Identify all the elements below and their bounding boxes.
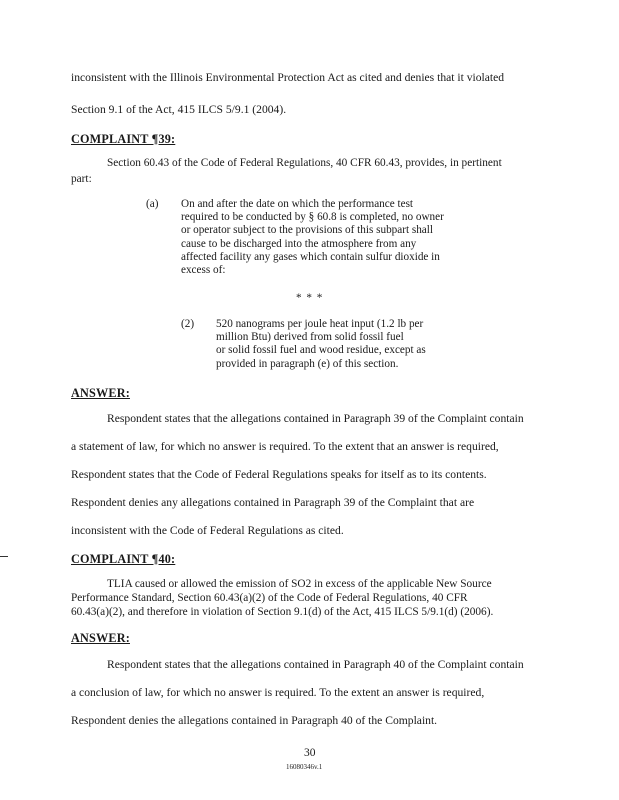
ellipsis: * * * [296,292,324,304]
answer-39-heading: ANSWER: [71,386,130,400]
page-number: 30 [304,747,316,759]
complaint-40-line: 60.43(a)(2), and therefore in violation of Section 9.1(d) of the Act, 415 ILCS 5/9.1(d) (2006). [71,606,494,618]
quote-line: On and after the date on which the performance test [181,198,414,210]
quote-line: provided in paragraph (e) of this section. [216,357,399,370]
answer-40-line: a conclusion of law, for which no answer is required. To the extent an answer is required, [71,686,485,699]
complaint-39-intro-cont: part: [71,173,92,185]
answer-39-line: a statement of law, for which no answer is required. To the extent that an answer is required, [71,440,499,453]
quote-line: 520 nanograms per joule heat input (1.2 lb per [216,318,424,330]
quote-line: affected facility any gases which contain sulfur dioxide in [181,250,440,263]
complaint-40-line: Performance Standard, Section 60.43(a)(2) of the Code of Federal Regulations, 40 CFR [71,592,468,604]
answer-40-heading: ANSWER: [71,631,130,645]
quote-line: or solid fossil fuel and wood residue, except as [216,344,426,357]
quote-line: or operator subject to the provisions of this subpart shall [181,224,433,237]
quote-a-text [181,198,444,277]
document-id: 16080346v.1 [286,763,323,771]
complaint-39-heading: COMPLAINT ¶39: [71,132,176,146]
answer-39-line: inconsistent with the Code of Federal Regulations as cited. [71,524,344,537]
answer-39-line: Respondent denies any allegations contained in Paragraph 39 of the Complaint that are [71,496,475,509]
answer-40-line: Respondent denies the allegations contained in Paragraph 40 of the Complaint. [71,714,438,727]
quote-line: excess of: [181,264,226,277]
quote-a-label: (a) [146,198,159,210]
quote-2-label: (2) [181,318,195,330]
quote-line: cause to be discharged into the atmosphere from any [181,237,417,250]
complaint-40-heading: COMPLAINT ¶40: [71,552,176,566]
complaint-39-intro: Section 60.43 of the Code of Federal Regulations, 40 CFR 60.43, provides, in pertinent [107,157,502,169]
quote-line: million Btu) derived from solid fossil fuel [216,331,404,344]
quote-2-text [216,318,426,371]
answer-39-line: Respondent states that the allegations contained in Paragraph 39 of the Complaint contain [107,412,524,425]
body-line: Section 9.1 of the Act, 415 ILCS 5/9.1 (2004). [71,103,287,116]
answer-39-line: Respondent states that the Code of Federal Regulations speaks for itself as to its contents. [71,468,487,481]
margin-mark [0,556,8,557]
body-line: inconsistent with the Illinois Environmental Protection Act as cited and denies that it violated [71,71,505,84]
answer-40-line: Respondent states that the allegations contained in Paragraph 40 of the Complaint contain [107,658,524,671]
complaint-40-line: TLIA caused or allowed the emission of SO2 in excess of the applicable New Source [107,578,492,590]
quote-line: required to be conducted by § 60.8 is completed, no owner [181,211,444,224]
